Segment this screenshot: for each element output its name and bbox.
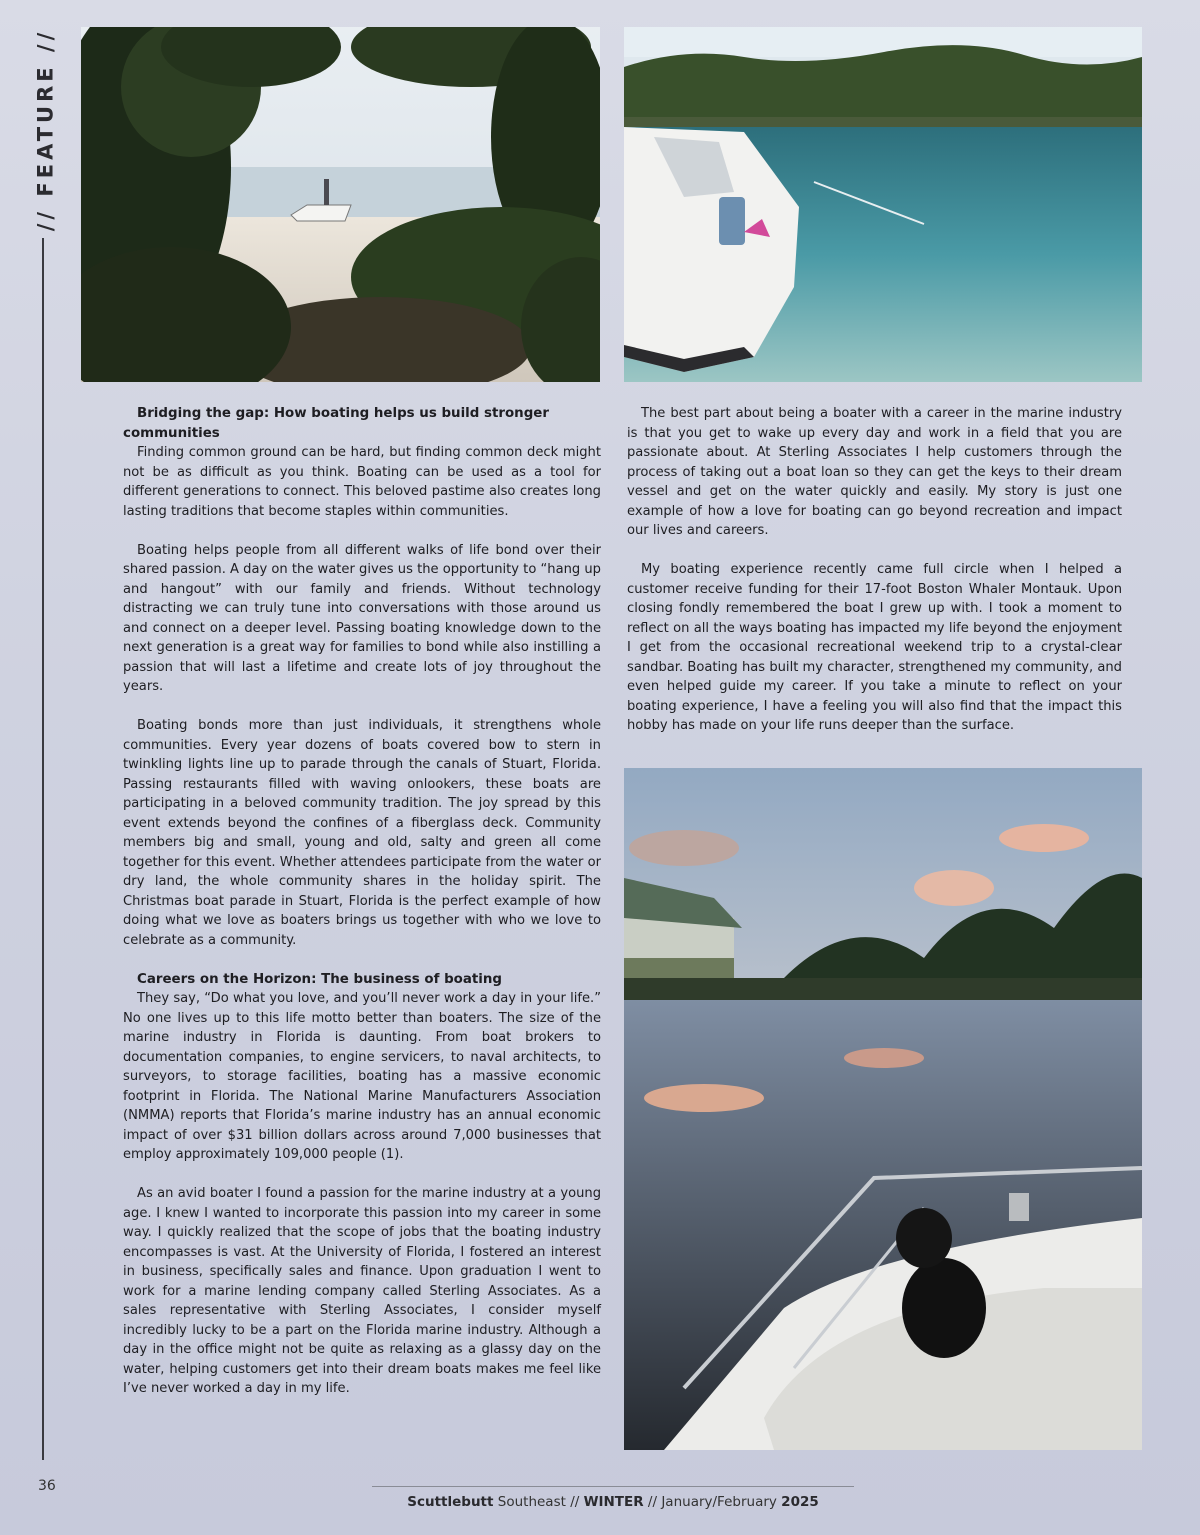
footer-region: Southeast //	[493, 1494, 584, 1510]
beach-photo	[81, 27, 600, 382]
side-rule	[42, 238, 44, 1460]
paragraph: Boating bonds more than just individuals, it strengthens whole communities. Every year dozens of boats covered bow to stern in twinkling lights line up to parade through the canals of Stuart, Florida. Passing restaurants filled with waving onlookers, these boats are participating in a beloved community tradition. The joy spread by this event extends beyond the confines of a fiberglass deck. Community members big and small, young and old, salty and green all come together for this event. Whether attendees participate from the water or dry land, the whole community shares in the holiday spirit. The Christmas boat parade in Stuart, Florida is the perfect example of how doing what we love as boaters brings us together with who we love to celebrate as a community.	[123, 718, 601, 948]
footer-rule	[372, 1486, 854, 1487]
page-number: 36	[38, 1478, 56, 1494]
footer-issue: January/February	[661, 1494, 782, 1510]
footer-season: WINTER	[583, 1494, 644, 1510]
section-label-text: // FEATURE //	[33, 28, 58, 232]
paragraph: My boating experience recently came full circle when I helped a customer receive funding for their 17-foot Boston Whaler Montauk. Upon closing fondly remembered the boat I grew up with. I took a moment to reflect on all the ways boating has impacted my life beyond the enjoyment I get from the occasional recreational weekend trip to a crystal-clear sandbar. Boating has built my character, strengthened my community, and even helped guide my career. If you take a minute to reflect on your boating experience, I have a feeling you will also find that the impact this hobby has made on your life runs deeper than the surface.	[627, 562, 1122, 733]
footer-separator: //	[643, 1494, 662, 1510]
footer-year: 2025	[781, 1494, 819, 1510]
boat-bow-photo	[624, 27, 1142, 382]
heading-bridging-the-gap: Bridging the gap: How boating helps us build stronger communities	[123, 406, 549, 441]
right-column	[627, 404, 1122, 736]
section-label	[28, 28, 62, 232]
paragraph: Boating helps people from all different walks of life bond over their shared passion. A day on the water gives us the opportunity to “hang up and hangout” with our family and friends. Without technology distracting we can truly tune into conversations with those around us and connect on a deeper level. Passing boating knowledge down to the next generation is a great way for families to bond while also instilling a passion that will last a lifetime and create lots of joy throughout the years.	[123, 542, 601, 694]
paragraph: Finding common ground can be hard, but finding common deck might not be as difficult as you think. Boating can be used as a tool for different generations to connect. This beloved pastime also creates long lasting traditions that become staples within communities.	[123, 445, 601, 519]
paragraph: They say, “Do what you love, and you’ll never work a day in your life.” No one lives up to this life motto better than boaters. The size of the marine industry in Florida is daunting. From boat brokers to documentation companies, to engine servicers, to naval architects, to surveyors, to storage facilities, boating has a massive economic footprint in Florida. The National Marine Manufacturers Association (NMMA) reports that Florida’s marine industry has an annual economic impact of over $31 billion dollars across around 7,000 businesses that employ approximately 109,000 people (1).	[123, 991, 601, 1162]
paragraph: The best part about being a boater with a career in the marine industry is that you get to wake up every day and work in a field that you are passionate about. At Sterling Associates I help customers through the process of taking out a boat loan so they can get the keys to their dream vessel and get on the water quickly and easily. My story is just one example of how a love for boating can go beyond recreation and impact our lives and careers.	[627, 406, 1122, 538]
heading-careers-on-the-horizon: Careers on the Horizon: The business of boating	[137, 971, 503, 987]
dog-on-boat-photo	[624, 768, 1142, 1450]
footer-brand: Scuttlebutt	[407, 1494, 494, 1510]
left-column	[123, 404, 601, 1399]
paragraph: As an avid boater I found a passion for the marine industry at a young age. I knew I wanted to incorporate this passion into my career in some way. I quickly realized that the scope of jobs that the boating industry encompasses is vast. At the University of Florida, I fostered an interest in business, specifically sales and finance. Upon graduation I went to work for a marine lending company called Sterling Associates. As a sales representative with Sterling Associates, I consider myself incredibly lucky to be a part on the Florida marine industry. Although a day in the office might not be quite as relaxing as a glassy day on the water, helping customers get into their dream boats makes me feel like I’ve never worked a day in my life.	[123, 1186, 601, 1396]
footer	[372, 1494, 854, 1510]
